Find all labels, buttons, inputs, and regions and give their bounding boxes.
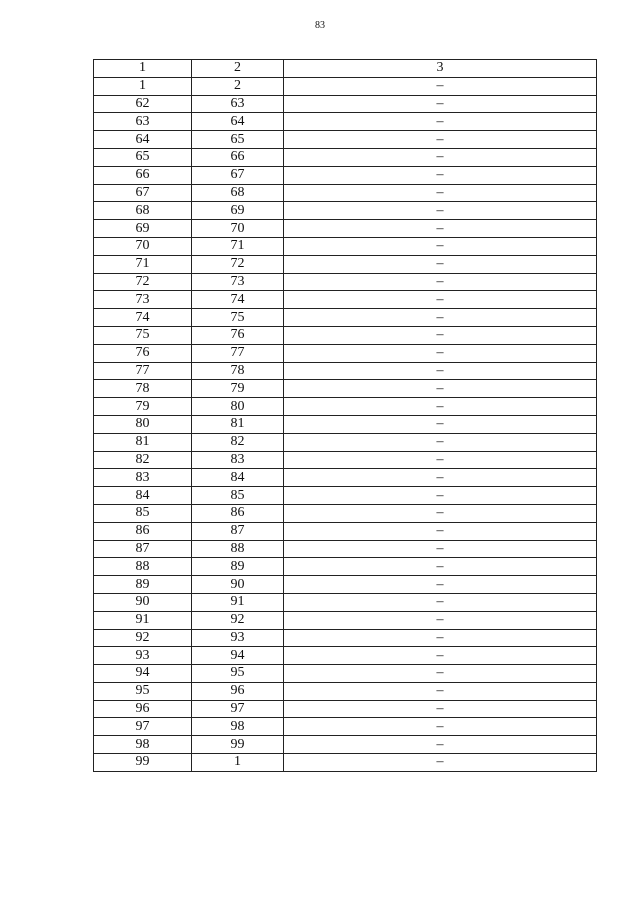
table-cell: 95 <box>192 665 284 683</box>
table-cell: 93 <box>192 629 284 647</box>
table-cell: 80 <box>94 415 192 433</box>
table-cell: 92 <box>94 629 192 647</box>
table-cell: – <box>284 95 597 113</box>
column-header-3: 3 <box>284 60 597 78</box>
table-cell: 68 <box>192 184 284 202</box>
table-cell: – <box>284 647 597 665</box>
table-cell: 77 <box>192 344 284 362</box>
table-cell: 95 <box>94 682 192 700</box>
table-cell: 88 <box>192 540 284 558</box>
table-cell: 75 <box>192 309 284 327</box>
table-cell: 84 <box>192 469 284 487</box>
table-cell: 78 <box>94 380 192 398</box>
table-cell: 65 <box>192 131 284 149</box>
table-cell: 63 <box>192 95 284 113</box>
table-cell: 87 <box>94 540 192 558</box>
table-cell: – <box>284 576 597 594</box>
data-table <box>93 59 597 772</box>
table-cell: 80 <box>192 398 284 416</box>
table-row <box>94 718 597 736</box>
table-cell: 70 <box>94 237 192 255</box>
table-cell: – <box>284 540 597 558</box>
table-cell: 86 <box>94 522 192 540</box>
table-cell: 78 <box>192 362 284 380</box>
table-cell: 82 <box>94 451 192 469</box>
table-cell: 96 <box>192 682 284 700</box>
table-row <box>94 131 597 149</box>
table-row <box>94 629 597 647</box>
table-cell: 65 <box>94 148 192 166</box>
table-cell: – <box>284 291 597 309</box>
table-cell: – <box>284 522 597 540</box>
table-cell: – <box>284 362 597 380</box>
table-row <box>94 487 597 505</box>
table-cell: – <box>284 415 597 433</box>
table-cell: – <box>284 77 597 95</box>
table-row <box>94 326 597 344</box>
table-cell: 63 <box>94 113 192 131</box>
table-cell: 85 <box>94 504 192 522</box>
table-row <box>94 184 597 202</box>
table-cell: 91 <box>94 611 192 629</box>
table-row <box>94 593 597 611</box>
table-cell: 89 <box>94 576 192 594</box>
table-cell: 84 <box>94 487 192 505</box>
table-row <box>94 469 597 487</box>
table-cell: – <box>284 451 597 469</box>
table-cell: 87 <box>192 522 284 540</box>
table-cell: 83 <box>94 469 192 487</box>
table-row <box>94 576 597 594</box>
table-row <box>94 362 597 380</box>
table-cell: 90 <box>192 576 284 594</box>
table-cell: 66 <box>192 148 284 166</box>
table-row <box>94 148 597 166</box>
table-cell: 69 <box>192 202 284 220</box>
table-row <box>94 273 597 291</box>
table-cell: 81 <box>94 433 192 451</box>
table-cell: – <box>284 398 597 416</box>
table-cell: – <box>284 380 597 398</box>
table-cell: 81 <box>192 415 284 433</box>
table-cell: 89 <box>192 558 284 576</box>
table-cell: – <box>284 469 597 487</box>
table-row <box>94 202 597 220</box>
table-cell: 67 <box>94 184 192 202</box>
table-cell: 67 <box>192 166 284 184</box>
table-cell: 97 <box>192 700 284 718</box>
table-cell: 1 <box>94 77 192 95</box>
table-cell: 1 <box>192 754 284 772</box>
table-cell: 90 <box>94 593 192 611</box>
table-cell: – <box>284 148 597 166</box>
table-row <box>94 237 597 255</box>
table-row <box>94 700 597 718</box>
table-cell: 69 <box>94 220 192 238</box>
table-cell: 71 <box>94 255 192 273</box>
table-cell: 73 <box>192 273 284 291</box>
table-row <box>94 522 597 540</box>
table-cell: 62 <box>94 95 192 113</box>
table-cell: 91 <box>192 593 284 611</box>
table-row <box>94 220 597 238</box>
page-number: 83 <box>315 20 325 31</box>
table-row <box>94 291 597 309</box>
table-cell: 77 <box>94 362 192 380</box>
column-header-1: 1 <box>94 60 192 78</box>
table-cell: 88 <box>94 558 192 576</box>
table-row <box>94 682 597 700</box>
table-row <box>94 647 597 665</box>
table-row <box>94 558 597 576</box>
table-row <box>94 451 597 469</box>
table-cell: 64 <box>94 131 192 149</box>
table-row <box>94 77 597 95</box>
table-cell: 79 <box>192 380 284 398</box>
table-cell: 79 <box>94 398 192 416</box>
table-cell: 94 <box>192 647 284 665</box>
table-row <box>94 255 597 273</box>
table-cell: – <box>284 237 597 255</box>
table-cell: – <box>284 736 597 754</box>
table-cell: 70 <box>192 220 284 238</box>
table-cell: 96 <box>94 700 192 718</box>
table-row <box>94 113 597 131</box>
table-cell: 72 <box>192 255 284 273</box>
table-cell: 98 <box>192 718 284 736</box>
table-row <box>94 344 597 362</box>
table-cell: – <box>284 682 597 700</box>
table-cell: – <box>284 202 597 220</box>
table-cell: 98 <box>94 736 192 754</box>
table-cell: 76 <box>192 326 284 344</box>
table-row <box>94 380 597 398</box>
table-cell: – <box>284 504 597 522</box>
table-cell: 86 <box>192 504 284 522</box>
table-cell: – <box>284 326 597 344</box>
table-cell: – <box>284 113 597 131</box>
table-cell: 76 <box>94 344 192 362</box>
table-row <box>94 415 597 433</box>
table-row <box>94 504 597 522</box>
table-cell: – <box>284 487 597 505</box>
table-body <box>94 77 597 771</box>
table-row <box>94 95 597 113</box>
table-cell: – <box>284 184 597 202</box>
table-cell: 73 <box>94 291 192 309</box>
table-cell: 83 <box>192 451 284 469</box>
table-cell: – <box>284 433 597 451</box>
table-cell: – <box>284 754 597 772</box>
table-cell: 72 <box>94 273 192 291</box>
table-row <box>94 433 597 451</box>
table-cell: 71 <box>192 237 284 255</box>
table-cell: 92 <box>192 611 284 629</box>
table-cell: – <box>284 718 597 736</box>
table-row <box>94 540 597 558</box>
table-cell: – <box>284 255 597 273</box>
table-row <box>94 309 597 327</box>
table-cell: – <box>284 344 597 362</box>
table-cell: – <box>284 273 597 291</box>
table-row <box>94 665 597 683</box>
table-cell: 82 <box>192 433 284 451</box>
table-cell: 99 <box>94 754 192 772</box>
table-cell: – <box>284 611 597 629</box>
table-cell: – <box>284 665 597 683</box>
table-cell: – <box>284 593 597 611</box>
table-cell: – <box>284 558 597 576</box>
table-cell: – <box>284 629 597 647</box>
table-cell: – <box>284 700 597 718</box>
table-cell: 94 <box>94 665 192 683</box>
table-cell: 85 <box>192 487 284 505</box>
table-cell: 2 <box>192 77 284 95</box>
table-cell: 66 <box>94 166 192 184</box>
table-header <box>94 60 597 78</box>
table-cell: 74 <box>94 309 192 327</box>
table-cell: – <box>284 309 597 327</box>
table-header-row <box>94 60 597 78</box>
table-cell: – <box>284 166 597 184</box>
column-header-2: 2 <box>192 60 284 78</box>
table-cell: – <box>284 131 597 149</box>
table-cell: 68 <box>94 202 192 220</box>
table-cell: – <box>284 220 597 238</box>
table-cell: 93 <box>94 647 192 665</box>
table-cell: 74 <box>192 291 284 309</box>
table-row <box>94 754 597 772</box>
table-row <box>94 611 597 629</box>
table-row <box>94 166 597 184</box>
table-row <box>94 398 597 416</box>
table-cell: 64 <box>192 113 284 131</box>
table-cell: 75 <box>94 326 192 344</box>
table-cell: 97 <box>94 718 192 736</box>
table-row <box>94 736 597 754</box>
table-cell: 99 <box>192 736 284 754</box>
